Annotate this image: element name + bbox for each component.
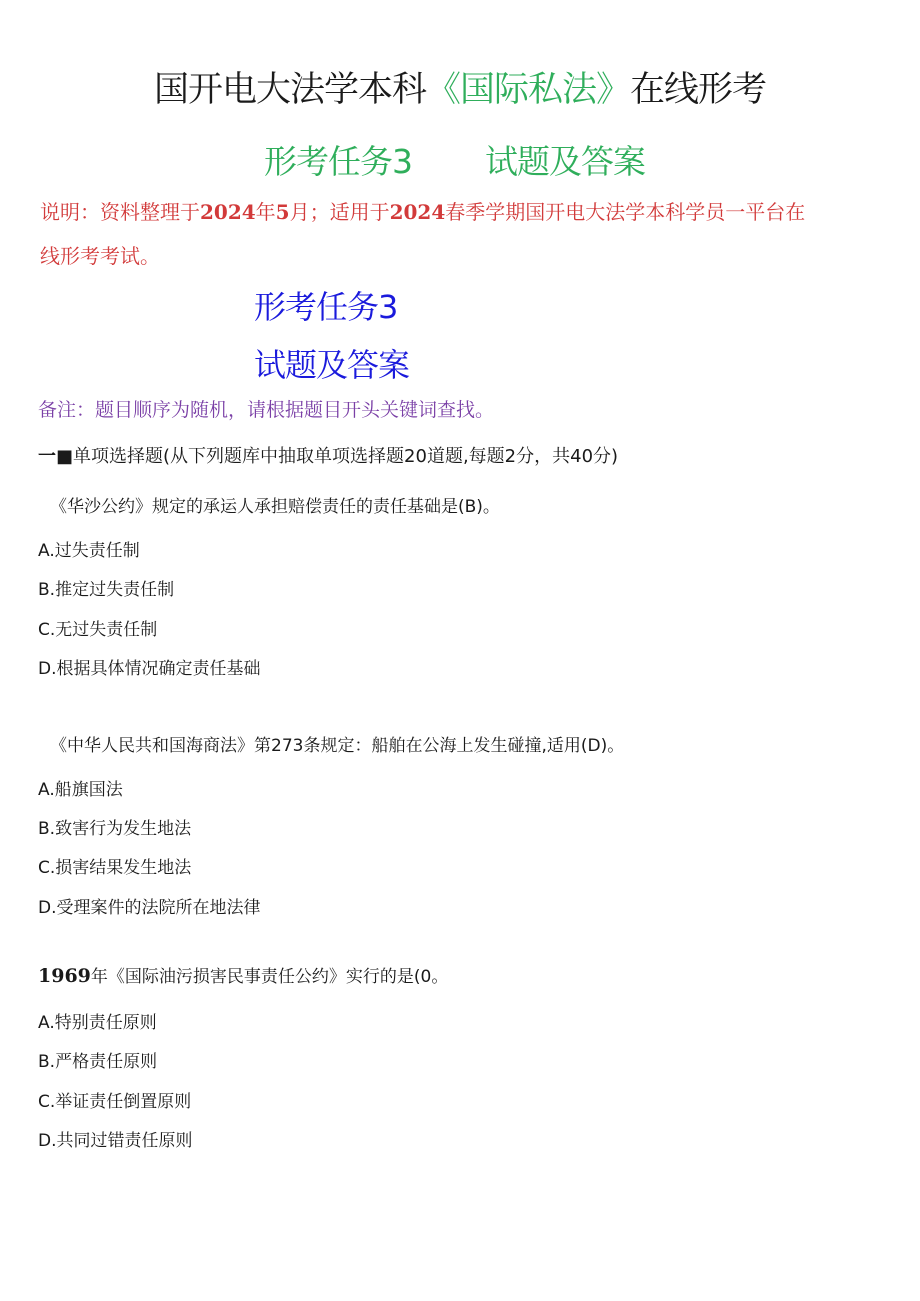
- option-c: C.损害结果发生地法: [38, 858, 192, 878]
- note-line-2: 线形考考试。: [40, 244, 160, 268]
- note-year: 2024: [389, 200, 446, 224]
- section-number: 一■: [38, 446, 74, 467]
- section-text: 单项选择题(从下列题库中抽取单项选择题20道题,每题2分，共40分): [73, 446, 619, 467]
- question-stem: [38, 962, 448, 987]
- note-month: 5: [275, 200, 290, 224]
- note-text: 春季学期国开电大法学本科学员一平台在: [445, 200, 806, 224]
- remark: 备注：题目顺序为随机，请根据题目开头关键词查找。: [38, 399, 495, 421]
- heading-task: 形考任务3: [254, 288, 398, 326]
- option-d: D.根据具体情况确定责任基础: [38, 659, 261, 679]
- question-text: 年《国际油污损害民事责任公约》实行的是(0。: [90, 967, 449, 987]
- option-a: A.特别责任原则: [38, 1013, 157, 1033]
- note-line-1: [40, 196, 890, 225]
- option-a: A.过失责任制: [38, 541, 140, 561]
- option-d: D.受理案件的法院所在地法律: [38, 898, 261, 918]
- note-text: 月；适用于: [289, 200, 390, 224]
- section-heading: [38, 442, 618, 468]
- option-c: C.无过失责任制: [38, 620, 158, 640]
- title-course-name: 《国际私法》: [425, 70, 630, 110]
- note-text: 说明：资料整理于: [40, 200, 200, 224]
- note-year: 2024: [200, 200, 256, 224]
- document-title: [0, 62, 920, 112]
- option-b: B.严格责任原则: [38, 1052, 158, 1072]
- title-suffix: 在线形考: [630, 70, 767, 110]
- question-stem: 《华沙公约》规定的承运人承担赔偿责任的责任基础是(B)。: [50, 497, 500, 517]
- subtitle-task: 形考任务3: [264, 142, 412, 181]
- question-stem: 《中华人民共和国海商法》第273条规定：船舶在公海上发生碰撞,适用(D)。: [50, 736, 625, 756]
- note-text: 年: [255, 200, 276, 224]
- question-year: 1969: [38, 965, 91, 987]
- heading-answers: 试题及答案: [254, 346, 410, 384]
- option-b: B.推定过失责任制: [38, 580, 175, 600]
- option-c: C.举证责任倒置原则: [38, 1092, 192, 1112]
- option-d: D.共同过错责任原则: [38, 1131, 193, 1151]
- option-a: A.船旗国法: [38, 780, 123, 800]
- title-prefix: 国开电大法学本科: [153, 70, 426, 110]
- option-b: B.致害行为发生地法: [38, 819, 192, 839]
- subtitle-answers: 试题及答案: [485, 142, 645, 181]
